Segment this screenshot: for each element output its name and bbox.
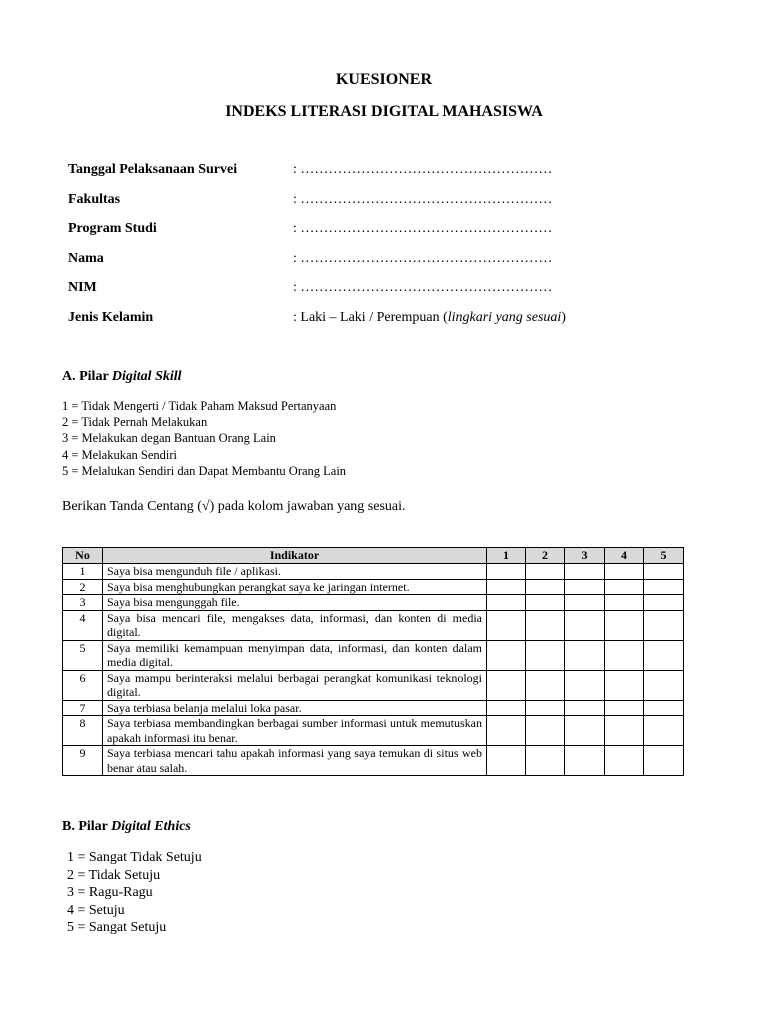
legend-item: 3 = Melakukan degan Bantuan Orang Lain [62,431,276,446]
answer-cell-3[interactable] [565,700,605,716]
form-label: Nama [68,250,104,266]
form-row-nim [68,280,708,310]
table-row [63,564,684,580]
table-row [63,716,684,746]
row-indicator: Saya mampu berinteraksi melalui berbagai perangkat komunikasi teknologi digital. [103,670,487,700]
answer-cell-5[interactable] [644,610,684,640]
answer-cell-2[interactable] [526,670,565,700]
header-score-1: 1 [487,548,526,564]
header-score-2: 2 [526,548,565,564]
row-indicator: Saya bisa mengunduh file / aplikasi. [103,564,487,580]
table-row [63,610,684,640]
answer-cell-4[interactable] [605,595,644,611]
answer-cell-1[interactable] [487,746,526,776]
answer-cell-2[interactable] [526,700,565,716]
table-row [63,640,684,670]
legend-item: 3 = Ragu-Ragu [67,885,153,901]
form-label: Fakultas [68,191,121,207]
legend-item: 5 = Melalukan Sendiri dan Dapat Membantu Orang Lain [62,463,347,478]
row-number: 2 [63,579,103,595]
instruction-text: Berikan Tanda Centang (√) pada kolom jawaban yang sesuai. [62,499,406,514]
legend-item: 4 = Setuju [67,902,125,918]
legend-item: 4 = Melakukan Sendiri [62,447,178,462]
answer-cell-1[interactable] [487,610,526,640]
section-b-prefix: B. Pilar [62,819,112,834]
row-number: 9 [63,746,103,776]
table-row [63,746,684,776]
answer-cell-2[interactable] [526,595,565,611]
answer-cell-5[interactable] [644,595,684,611]
row-number: 7 [63,700,103,716]
form-label: NIM [68,280,97,296]
answer-cell-4[interactable] [605,670,644,700]
form-row-name [68,251,708,281]
form-blank-field[interactable]: : ……………………………………………… [293,191,553,207]
answer-cell-5[interactable] [644,670,684,700]
answer-cell-5[interactable] [644,579,684,595]
answer-cell-4[interactable] [605,610,644,640]
row-indicator: Saya memiliki kemampuan menyimpan data, informasi, dan konten dalam media digital. [103,640,487,670]
section-b-name: Digital Ethics [111,819,191,834]
row-number: 3 [63,595,103,611]
gender-hint: lingkari yang sesuai [447,309,562,325]
answer-cell-5[interactable] [644,640,684,670]
row-indicator: Saya bisa mengunggah file. [103,595,487,611]
answer-cell-3[interactable] [565,670,605,700]
header-no: No [63,548,103,564]
section-a-heading [62,369,182,385]
section-b-heading [62,819,191,835]
answer-cell-4[interactable] [605,640,644,670]
answer-cell-5[interactable] [644,564,684,580]
row-indicator: Saya terbiasa mencari tahu apakah informasi yang saya temukan di situs web benar atau salah. [103,746,487,776]
row-indicator: Saya terbiasa membandingkan berbagai sumber informasi untuk memutuskan apakah informasi itu benar. [103,716,487,746]
form-label: Tanggal Pelaksanaan Survei [68,162,238,177]
header-indikator: Indikator [103,548,487,564]
form-blank-field[interactable]: : ……………………………………………… [293,250,553,266]
row-indicator: Saya bisa mencari file, mengakses data, informasi, dan konten di media digital. [103,610,487,640]
answer-cell-3[interactable] [565,746,605,776]
answer-cell-4[interactable] [605,746,644,776]
answer-cell-3[interactable] [565,610,605,640]
answer-cell-4[interactable] [605,716,644,746]
respondent-form [68,162,708,340]
answer-cell-1[interactable] [487,595,526,611]
form-row-study-program [68,221,708,251]
form-row-gender [68,310,708,340]
section-a-name: Digital Skill [111,369,182,384]
section-a-legend [62,398,346,479]
answer-cell-3[interactable] [565,579,605,595]
answer-cell-1[interactable] [487,700,526,716]
section-a-prefix: A. Pilar [62,369,112,384]
form-blank-field[interactable]: : ……………………………………………… [293,162,553,177]
legend-item: 5 = Sangat Setuju [67,920,167,936]
answer-cell-1[interactable] [487,579,526,595]
form-row-faculty [68,192,708,222]
row-number: 4 [63,610,103,640]
legend-item: 2 = Tidak Setuju [67,867,161,883]
gender-options-text: : Laki – Laki / Perempuan ( [293,309,448,325]
legend-item: 2 = Tidak Pernah Melakukan [62,415,208,430]
gender-close-paren: ) [561,309,566,325]
gender-options[interactable] [293,310,566,326]
answer-cell-1[interactable] [487,670,526,700]
form-row-survey-date [68,162,708,192]
form-blank-field[interactable]: : ……………………………………………… [293,280,553,296]
answer-cell-4[interactable] [605,700,644,716]
section-b-legend [67,849,202,937]
header-score-5: 5 [644,548,684,564]
answer-cell-3[interactable] [565,640,605,670]
form-label: Program Studi [68,221,157,237]
form-blank-field[interactable]: : ……………………………………………… [293,221,553,237]
row-number: 5 [63,640,103,670]
form-label: Jenis Kelamin [68,309,154,325]
answer-cell-1[interactable] [487,716,526,746]
answer-cell-5[interactable] [644,700,684,716]
answer-cell-1[interactable] [487,640,526,670]
table-row [63,595,684,611]
questionnaire-table [62,547,684,776]
row-number: 1 [63,564,103,580]
document-subtitle: INDEKS LITERASI DIGITAL MAHASISWA [225,103,543,120]
header-score-4: 4 [605,548,644,564]
answer-cell-1[interactable] [487,564,526,580]
answer-cell-2[interactable] [526,564,565,580]
answer-cell-2[interactable] [526,746,565,776]
table-row [63,670,684,700]
answer-cell-2[interactable] [526,610,565,640]
answer-cell-2[interactable] [526,716,565,746]
answer-cell-3[interactable] [565,716,605,746]
document-title: KUESIONER [335,71,433,88]
table-header-row [63,548,684,564]
answer-cell-5[interactable] [644,716,684,746]
header-score-3: 3 [565,548,605,564]
row-indicator: Saya bisa menghubungkan perangkat saya ke jaringan internet. [103,579,487,595]
answer-cell-3[interactable] [565,595,605,611]
legend-item: 1 = Tidak Mengerti / Tidak Paham Maksud Pertanyaan [62,399,337,413]
table-row [63,579,684,595]
row-indicator: Saya terbiasa belanja melalui loka pasar. [103,700,487,716]
answer-cell-2[interactable] [526,579,565,595]
answer-cell-3[interactable] [565,564,605,580]
table-row [63,700,684,716]
answer-cell-4[interactable] [605,564,644,580]
row-number: 8 [63,716,103,746]
answer-cell-4[interactable] [605,579,644,595]
answer-cell-2[interactable] [526,640,565,670]
answer-cell-5[interactable] [644,746,684,776]
row-number: 6 [63,670,103,700]
legend-item: 1 = Sangat Tidak Setuju [67,850,202,865]
